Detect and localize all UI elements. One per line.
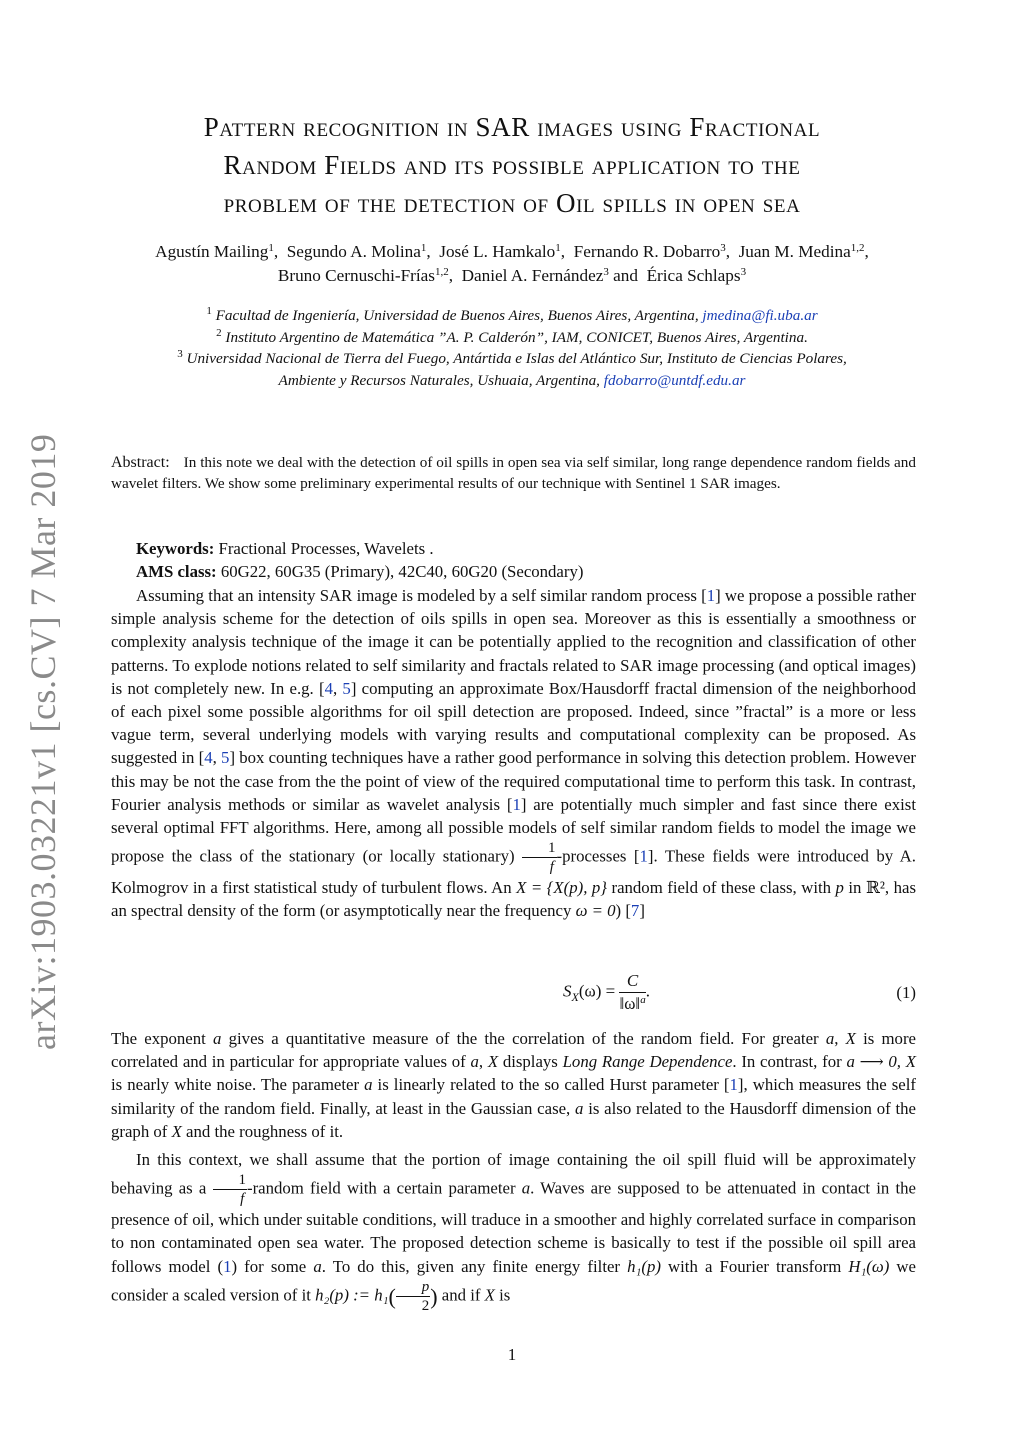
title-line: problem of the detection of Oil spills in open sea: [223, 188, 801, 218]
citation-link[interactable]: 1: [729, 1075, 738, 1095]
affiliation-2: $^2$ Instituto Argentino de Matemática ”A. P. Calderón”, IAM, CONICET, Buenos Aires, Argentina.: [216, 326, 808, 346]
author: Érica Schlaps: [646, 266, 741, 285]
keywords-text: Fractional Processes, Wavelets .: [218, 539, 434, 558]
citation-link[interactable]: 4: [324, 678, 333, 698]
email-link[interactable]: fdobarro@untdf.edu.ar: [603, 371, 746, 389]
affiliations: [100, 305, 924, 391]
author: Bruno Cernuschi-Frías: [277, 266, 435, 285]
page-number: 1: [507, 1345, 517, 1364]
equation-fraction: $\frac{C}{‖\omega‖^a}$: [619, 971, 646, 1013]
citation-link[interactable]: 5: [342, 678, 351, 698]
keywords-label: Keywords:: [136, 539, 215, 558]
fraction-one-over-f: $\frac{1}{f}$: [522, 839, 557, 876]
abstract-label: Abstract:: [111, 454, 170, 471]
author: Segundo A. Molina: [286, 242, 421, 261]
email-link[interactable]: jmedina@fi.uba.ar: [702, 307, 818, 324]
author: José L. Hamkalo: [439, 242, 556, 261]
citation-link[interactable]: 7: [630, 901, 640, 921]
author: Daniel A. Fernández: [461, 266, 604, 285]
abstract-text: In this note we deal with the detection of oil spills in open sea via self similar, long range dependence random fields and wavelet filters. We show some preliminary experimental results of our technique with Sentinel 1 SAR images.: [111, 454, 916, 492]
abstract: [111, 452, 916, 494]
paragraph-intro: Assuming that an intensity SAR image is modeled by a self similar random process [1] we propose a possible rather simple analysis scheme for the detection of oils spills in open sea. Moreover as this is essentially a smoothness or complexity analysis technique of the image it can be potentially applied to the recognition and classification of other patterns. To explode notions related to self similarity and fractals related to SAR image processing (and optical images) is not completely new. In e.g. [4, 5] computing an approximate Box/Hausdorff fractal dimension of the neighborhood of each pixel some possible algorithms for oil spill detection are proposed. Indeed, since ”fractal” is a more or less vague term, several underlying models with varying results and computational complexity can be proposed. As suggested in [4, 5] box counting techniques have a rather good performance in solving this detection problem. However this may be not the case from the the point of view of the required computational time to perform this task. In contrast, Fourier analysis methods or similar as wavelet analysis [1] are potentially much simpler and fast since there exist several optimal FFT algorithms. Here, among all possible models of self similar random fields to model the image we propose the class of the stationary (or locally stationary) $\frac{1}{f}$ -processes [1]. These fields were introduced by A. Kolmogrov in a first statistical study of turbulent flows. An X = {X(p), p} random field of these class, with p in ℝ², has an spectral density of the form (or asymptotically near the frequency ω = 0) [7]: [111, 586, 917, 921]
citation-link[interactable]: 5: [221, 748, 230, 768]
affiliation-3-cont: Ambiente y Recursos Naturales, Ushuaia, Argentina, fdobarro@untdf.edu.ar: [278, 371, 746, 389]
author: Juan M. Medina: [738, 242, 851, 261]
citation-link[interactable]: 4: [204, 748, 213, 768]
author-list: [100, 240, 924, 288]
ams-text: 60G22, 60G35 (Primary), 42C40, 60G20 (Secondary): [220, 562, 584, 582]
equation-reference-link[interactable]: 1: [223, 1256, 232, 1276]
author-line: Agustín Mailing$^1$, Segundo A. Molina$^1$, José L. Hamkalo$^1$, Fernando R. Dobarro$^3$, Juan M. Medina$^{1,2}$,: [155, 242, 869, 261]
affiliation-3: $^3$ Universidad Nacional de Tierra del Fuego, Antártida e Islas del Atlántico Sur, Instituto de Ciencias Polares,: [177, 348, 847, 367]
equation-formula: $S_X(\omega)$ = $\frac{C}{‖\omega‖^a}$ .: [563, 971, 650, 1013]
affiliation-1: $^1$ Facultad de Ingeniería, Universidad de Buenos Aires, Buenos Aires, Argentina, jmedina@fi.uba.ar: [206, 305, 818, 324]
title-line: Pattern recognition in SAR images using Fractional: [203, 112, 821, 142]
keywords-block: [111, 537, 916, 583]
ams-label: AMS class:: [136, 562, 217, 582]
citation-link[interactable]: 1: [512, 794, 521, 814]
author: Fernando R. Dobarro: [573, 242, 721, 261]
author: Agustín Mailing: [155, 242, 269, 261]
citation-link[interactable]: 1: [639, 846, 648, 866]
equation-number: (1): [896, 983, 916, 1002]
paper-title: [100, 108, 924, 222]
arxiv-identifier: arXiv:1903.03221v1 [cs.CV] 7 Mar 2019: [23, 433, 63, 1050]
paragraph-context: In this context, we shall assume that the portion of image containing the oil spill fluid will be approximately behaving as a $\frac{1}{f}$ -random field with a certain parameter a. Waves are supposed to be attenuated in contact in the presence of oil, which under suitable conditions, will traduce in a smoother and highly correlated surface in comparison to non contaminated open sea water. The proposed detection scheme is basically to test if the possible oil spill area follows model (1) for some a. To do this, given any finite energy filter h₁(p) with a Fourier transform H₁(ω) we consider a scaled version of it h₂(p) := h₁( $\frac{p}{2}$ ) and if X is: [111, 1150, 917, 1314]
paragraph-exponent: The exponent a gives a quantitative measure of the the correlation of the random field. For greater a, X is more correlated and in particular for appropriate values of a, X displays Long Range Dependence. In contrast, for a ⟶ 0, X is nearly white noise. The parameter a is linearly related to the so called Hurst parameter [1], which measures the self similarity of the random field. Finally, at least in the Gaussian case, a is also related to the Hausdorff dimension of the graph of X and the roughness of it.: [111, 1029, 916, 1141]
fraction-p-over-2: $\frac{p}{2}$: [396, 1278, 431, 1315]
author-line: Bruno Cernuschi-Frías$^{1,2}$, Daniel A. Fernández$^3$ and Érica Schlaps$^3$: [277, 266, 747, 285]
title-line: Random Fields and its possible application to the: [223, 150, 801, 180]
equation-1: [111, 970, 916, 1020]
fraction-one-over-f: $\frac{1}{f}$: [213, 1171, 248, 1208]
citation-link[interactable]: 1: [706, 586, 716, 605]
